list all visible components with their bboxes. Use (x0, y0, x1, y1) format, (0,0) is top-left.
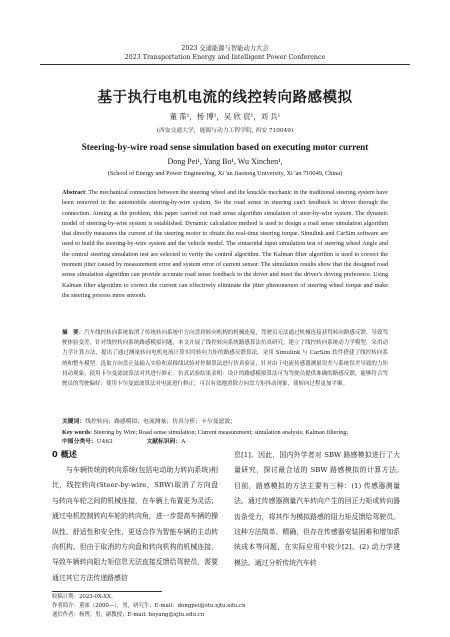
paper-title-en: Steering-by-wire road sense simulation based on executing motor current (81, 142, 369, 152)
abstract-en (62, 188, 388, 301)
doc-code-value: A (181, 439, 186, 445)
footnote-received: 收稿日期：2023-0X-XX。 (52, 594, 117, 600)
header-rule (40, 64, 410, 65)
section-number: 0 (52, 449, 58, 459)
abstract-en-text: : The mechanical connection between the steering wheel and the knuckle mechanic in the traditional steering system have been removed in the automobile steering-by-wire system, So the road sense in steering can't feedback to driver through the connection. Aiming at the problem, this paper carried out road sense algorithm simulation of steer-by-wire system. The dynamic model of steering-by-wire system is established. Dynamic calculation method is used to design a road sense simulation algorithm that directly measures the current of the steering motor to obtain the real-time steering torque. Simulink and CarSim software are used to build the steering-by-wire system and the vehicle model. The sinusoidal input simulation test of steering wheel Angle and the central steering simulation test are selected to verify the control algorithm. The Kalman filter algorithm is used to correct the moment jitter caused by measurement error and system error of current sensor. The simulation results show that the designed road sense simulation algorithm can provide accurate road sense feedback to the driver and meet the driver's driving preference. Using Kalman filter algorithm to correct the current can effectively eliminate the jitter phenomenon of steering wheel torque and make the steering process more smooth. (62, 189, 388, 299)
keywords-en-label: Key words (62, 429, 91, 436)
clc-value: U463 (96, 439, 113, 445)
classification-line (62, 438, 392, 447)
keywords-cn (62, 418, 392, 427)
conference-header-en: 2023 Transportation Energy and Intelligent Power Conference (124, 54, 326, 61)
footnote-corresponding: 通信作者：杨博，男，副教授；E-mail: boyang@xjtu.edu.cn (52, 612, 205, 618)
body-column-left: 与车辆传统的转向系统(包括电动助力转向系统)相比，线控转向(Steer-by-wire，SBW)取消了方向盘与转向车轮之间的机械连接，在车辆上布置更为灵活；通过电机控制转向车轮的转向角，进一步提高车辆的操纵性、舒适性和安全性，更适合作为智能车辆的主动转向机构。但由于取消的方向盘和转向机构的机械连接，导致车辆转向阻力矩信息无法直接反馈给驾驶员，需要通过其它方法传递路感信 (52, 466, 218, 582)
affiliation-en: (School of Energy and Power Engineering, Xi 'an Jiaotong University, Xi 'an 710049, China) (107, 170, 343, 177)
affiliation-cn: (西安交通大学，能源与动力工程学院, 西安 710049) (156, 128, 294, 134)
authors-cn: 董 霈¹，杨 博¹，吴 欣 宸¹，刘 兵¹ (169, 112, 281, 121)
keywords-en-text: : Steering by Wire; Road sense simulation; Current measurement; simulation analysis; Kalman filtering; (90, 429, 349, 436)
keywords-cn-text: 线控转向；路感模拟；电流测量；仿真分析；卡尔曼滤波； (85, 419, 236, 425)
abstract-en-label: Abstract (62, 189, 86, 196)
section-title: 概述 (60, 449, 77, 459)
abstract-cn-text: 汽车线控转向系统取消了传统转向系统中方向盘到转向机构的机械连接，驾驶员无法通过机械连接获得转向路感反馈，导致驾驶体验变差。针对线控转向系统路感模拟问题，本文开展了线控转向系统路感算法仿真研究。建立了线控转向系统动力学模型，采用动力学计算方法，提出了通过测量转向电机电流计算实时转向力矩的路感反馈算法。采用 Simulink 与 CarSim 软件搭建了线控转向系统和整车模型，选取方向盘正弦输入实验和双移线试验对控制算法进行仿真验证，针对由于电流传感器测量误差与系统误差导致的力矩抖动现象，使用卡尔曼滤波算法对其进行修正。仿真试验结果表明：设计的路感模拟算法可为驾驶员提供准确的路感反馈，能够符合驾驶员的驾驶偏好；使用卡尔曼滤波算法对电流进行修正，可以有效地消除方向盘力矩抖动现象，使转向过程更加平顺。 (62, 330, 388, 388)
footnote-rule (52, 591, 162, 592)
conference-header-cn: 2023 交通能源与智能动力大会 (181, 45, 269, 52)
doc-code-label: 文献标识码： (146, 439, 182, 445)
abstract-cn-label: 摘 要： (62, 330, 85, 336)
authors-en: Dong Pei¹, Yang Bo¹, Wu Xinchen¹, (167, 157, 283, 166)
paper-title-cn: 基于执行电机电流的线控转向路感模拟 (97, 90, 353, 106)
body-column-right: 息[1]。因此，国内外学者对 SBW 路感模拟进行了大量研究，探讨最合适的 SBW 路感模拟的计算方法。 目前，路感模拟的方法主要有三种：(1) 传感器测量法。通过传感器测量汽车转向产生的回正力矩或转向器齿条受力，将其作为模拟路感的阻力矩反馈给驾驶员。这种方法简单、精确，但存在传感器安装困难和增加系统成本等问题，在实际应用中较少[2]。(2) 动力学建模法。通过分析传统汽车转 (234, 451, 414, 567)
clc-label: 中图分类号： (62, 439, 97, 445)
keywords-en (62, 428, 398, 437)
section-heading (52, 449, 77, 460)
keywords-cn-label: 关键词： (62, 419, 86, 425)
footnote-author: 作者简介：董霈（2000—），男，研究生；E-mail：dongpei@stu.xjtu.edu.cn (52, 603, 246, 609)
abstract-cn (62, 328, 388, 389)
